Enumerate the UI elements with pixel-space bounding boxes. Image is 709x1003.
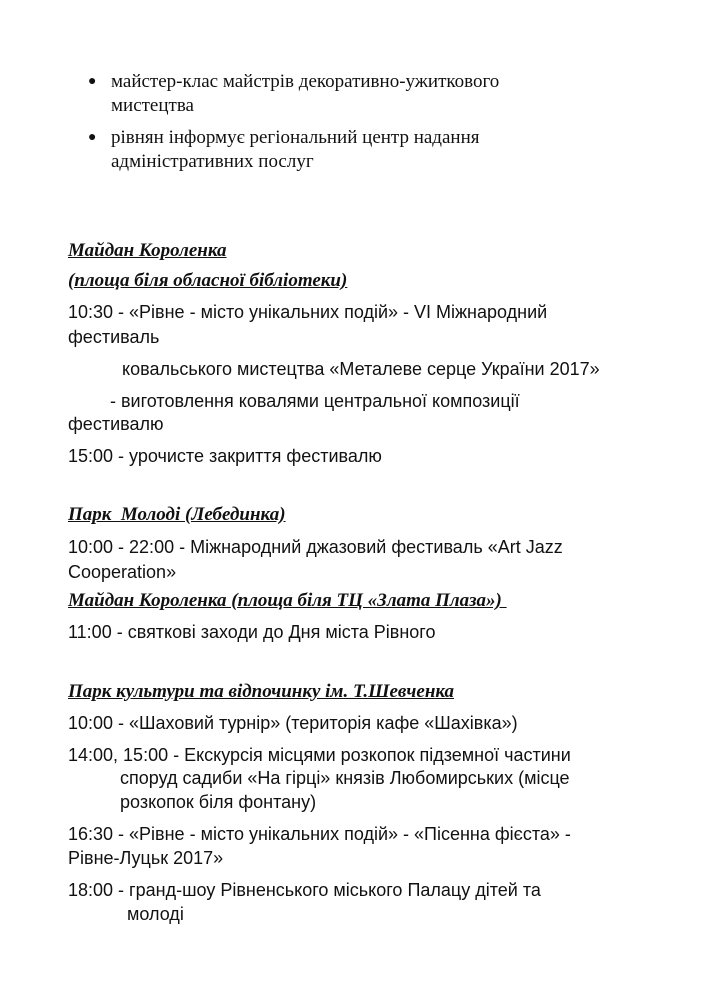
- event-line: розкопок біля фонтану): [120, 792, 317, 812]
- event-line: 10:30 - «Рівне - місто унікальних подій» - VI Міжнародний: [68, 302, 548, 322]
- bullet-text-line2: мистецтва: [111, 95, 194, 116]
- event-line: 10:00 - 22:00 - Міжнародний джазовий фестиваль «Art Jazz: [68, 537, 563, 557]
- event-line: Cooperation»: [68, 562, 177, 582]
- section-subheading: (площа біля обласної бібліотеки): [68, 270, 348, 291]
- section-heading: Майдан Короленка: [68, 240, 227, 261]
- event-line: споруд садиби «На гірці» князів Любомирських (місце: [120, 768, 570, 788]
- bullet-icon: ●: [88, 130, 97, 145]
- bullet-text-line1: майстер-клас майстрів декоративно-ужиткового: [111, 71, 500, 92]
- event-line: 10:00 - «Шаховий турнір» (територія кафе «Шахівка»): [68, 713, 518, 733]
- bullet-text-line2: адміністративних послуг: [111, 151, 314, 172]
- event-line: ковальського мистецтва «Металеве серце України 2017»: [122, 359, 600, 379]
- event-line: Рівне-Луцьк 2017»: [68, 848, 224, 868]
- event-line: фестиваль: [68, 327, 160, 347]
- event-line: 15:00 - урочисте закриття фестивалю: [68, 446, 382, 466]
- list-item: [88, 70, 648, 118]
- event-line: 16:30 - «Рівне - місто унікальних подій» - «Пісенна фієста» -: [68, 824, 571, 844]
- event-line: фестивалю: [68, 414, 164, 434]
- bullet-list: [88, 70, 648, 182]
- event-line: - виготовлення ковалями центральної композиції: [110, 391, 520, 411]
- section-heading: Парк Молоді (Лебединка): [68, 504, 286, 525]
- event-line: молоді: [127, 904, 184, 924]
- bullet-icon: ●: [88, 74, 97, 89]
- section-heading: Парк культури та відпочинку ім. Т.Шевченка: [68, 681, 455, 702]
- event-line: 14:00, 15:00 - Екскурсія місцями розкопок підземної частини: [68, 745, 571, 765]
- event-line: 11:00 - святкові заходи до Дня міста Рівного: [68, 622, 436, 642]
- event-line: 18:00 - гранд-шоу Рівненського міського Палацу дітей та: [68, 880, 541, 900]
- section-heading: Майдан Короленка (площа біля ТЦ «Злата Плаза»): [68, 590, 507, 611]
- list-item: [88, 126, 648, 174]
- bullet-text-line1: рівнян інформує регіональний центр надання: [111, 127, 480, 148]
